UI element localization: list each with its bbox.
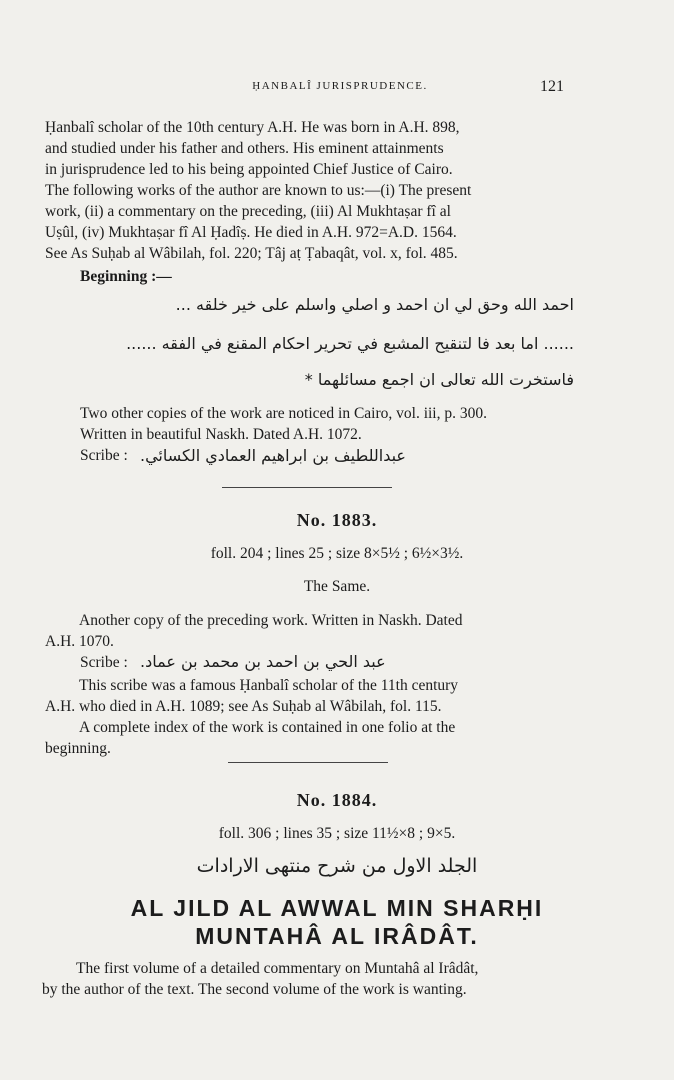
entry-1883-note [45,675,575,759]
entry-number-1884: No. 1884. [296,790,378,810]
intro-notes [80,403,580,445]
intro-line: The following works of the author are known to us:—(i) The present [45,182,472,199]
entry-1884-description [42,958,572,1000]
scribe-label: Scribe : [80,447,128,464]
intro-line: in jurisprudence led to his being appointed Chief Justice of Cairo. [45,161,453,178]
entry-1884-arabic-title: الجلد الاول من شرح منتهى الارادات [196,855,478,877]
beginning-label [80,266,380,287]
arabic-beginning-line: احمد الله وحق لي ان احمد و اصلي واسلم على خير خلقه ... [175,295,574,314]
arabic-beginning-line: ...... اما بعد فا لتنقيح المشبع في تحرير احكام المقنع في الفقه ...... [126,334,574,353]
entry-1883-scribe-label: Scribe : [80,654,128,671]
section-divider [222,487,392,488]
note-line: A complete index of the work is contained in one folio at the [79,719,456,736]
intro-paragraph [45,117,575,264]
description-line: Another copy of the preceding work. Written in Naskh. Dated [79,612,463,629]
intro-line: Ḥanbalî scholar of the 10th century A.H. He was born in A.H. 898, [45,119,460,136]
entry-number-1883: No. 1883. [296,510,378,530]
note-line: This scribe was a famous Ḥanbalî scholar of the 11th century [79,677,459,694]
running-header: ḤANBALÎ JURISPRUDENCE. [252,80,428,92]
entry-1883-description [45,610,575,652]
arabic-beginning-line: فاستخرت الله تعالى ان اجمع مسائلهما * [304,370,574,389]
intro-line: Uṣûl, (iv) Mukhtaṣar fî Al Ḥadîṣ. He died in A.H. 972=A.D. 1564. [45,224,457,241]
entry-1884-title-line: MUNTAHÂ AL IRÂDÂT. [195,923,479,949]
description-line: by the author of the text. The second volume of the work is wanting. [42,981,467,998]
section-divider [228,762,388,763]
intro-line: and studied under his father and others. His eminent attainments [45,140,444,157]
description-line: The first volume of a detailed commentary on Muntahâ al Irâdât, [76,960,479,977]
note-line: beginning. [45,740,111,757]
intro-line: work, (ii) a commentary on the preceding, (iii) Al Mukhtaṣar fî al [45,203,451,220]
note-line: Two other copies of the work are noticed in Cairo, vol. iii, p. 300. [80,405,487,422]
entry-1883-subtitle: The Same. [303,578,371,595]
entry-1883-details: foll. 204 ; lines 25 ; size 8×5½ ; 6½×3½. [210,545,464,562]
description-line: A.H. 1070. [45,633,114,650]
entry-1883-scribe-arabic: عبد الحي بن احمد بن محمد بن عماد. [140,652,386,671]
scribe-arabic: عبداللطيف بن ابراهيم العمادي الكسائي. [140,446,406,465]
note-line: Written in beautiful Naskh. Dated A.H. 1072. [80,426,362,443]
page-number: 121 [540,78,564,95]
note-line: A.H. who died in A.H. 1089; see As Suḥab al Wâbilah, fol. 115. [45,698,442,715]
entry-1884-details: foll. 306 ; lines 35 ; size 11½×8 ; 9×5. [218,825,456,842]
intro-line: See As Suḥab al Wâbilah, fol. 220; Tâj aṭ Ṭabaqât, vol. x, fol. 485. [45,245,458,262]
entry-1884-title-line: AL JILD AL AWWAL MIN SHARḤI [130,895,544,921]
beginning-label-text: Beginning :— [80,268,172,285]
